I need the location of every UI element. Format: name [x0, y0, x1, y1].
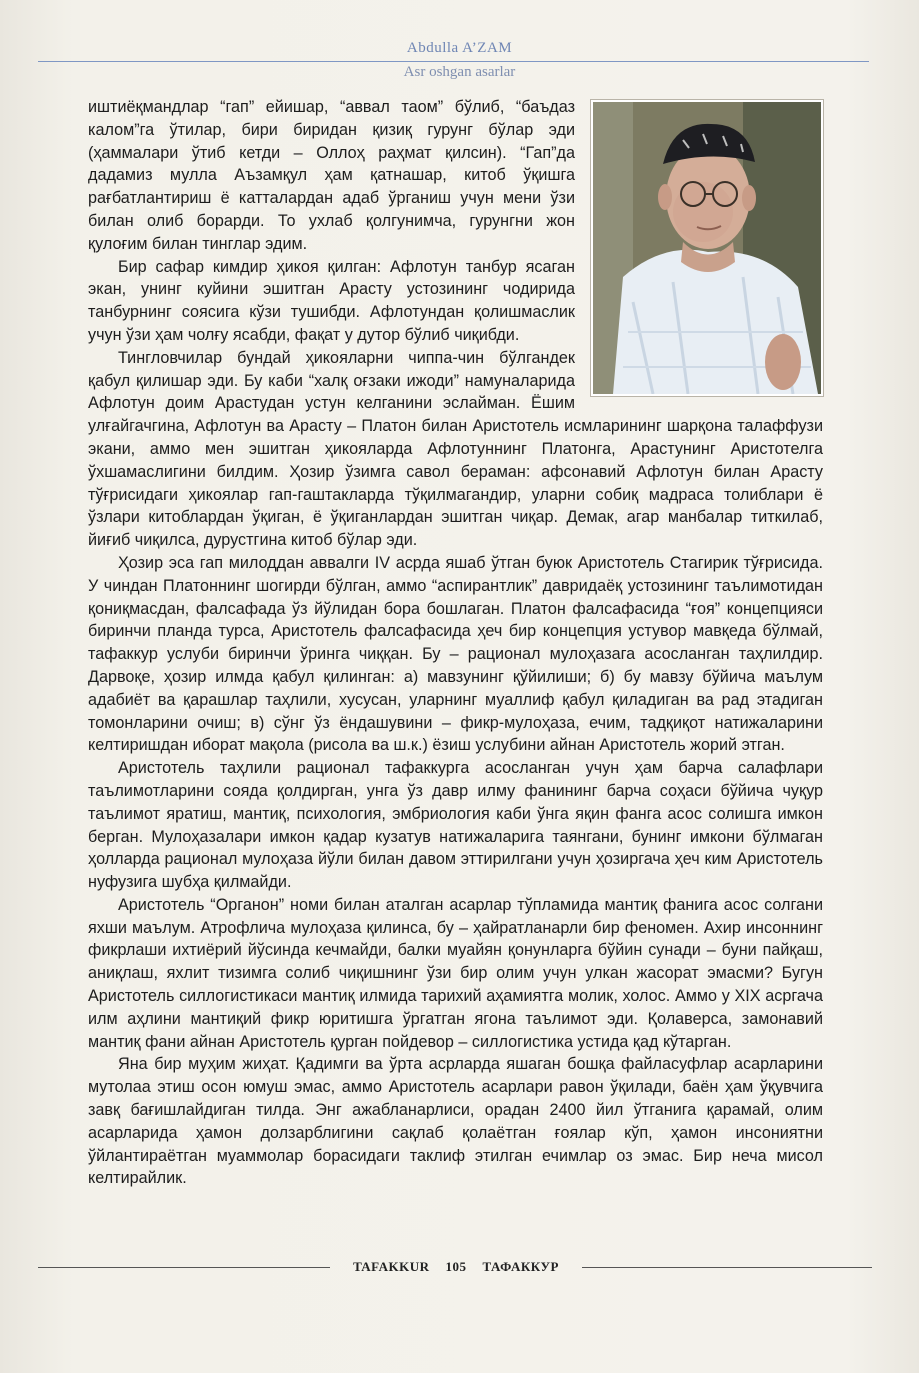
paragraph: Бир сафар кимдир ҳикоя қилган: Афлотун танбур ясаган экан, унинг куйини эшитган Арасту устозининг чодирида танбурнинг соясига кўзи тушибди. Афлотундан қолишмаслик учун ўзи ҳам чолғу ясабди, фақат у дутор бўлиб чиқибди.: [88, 257, 575, 344]
paragraph: Аристотель таҳлили рационал тафаккурга асосланган учун ҳам барча салафлари таълимотларини сояда қолдирган, унга ўз давр илму фанининг барча соҳаси бўйича чуқур таълимот яратиш, мантиқ, психология, эмбриология каби ўнга яқин фанга асос солишга имкон берган. Мулоҳазалари имкон қадар кузатув натижаларига таянгани, бунинг имкони бўлмаган ҳолларда рационал мулоҳаза йўли билан давом эттирилгани учун ҳозиргача ҳеч ким Аристотель нуфузига шубҳа қилмайди.: [88, 759, 823, 892]
footer-center: [330, 1257, 582, 1277]
footer-rule-left: [38, 1267, 330, 1268]
paragraph: Яна бир муҳим жиҳат. Қадимги ва ўрта асрларда яшаган бошқа файласуфлар асарларини мутолаа этиш осон юмуш эмас, аммо Аристотель асарлари равон ўқилади, баён ҳам ўқувчига завқ бағишлайдиган тилда. Энг ажабланарлиси, орадан 2400 йил ўтганига қарамай, олим асарларида ҳамон долзарблигини сақлаб қолаётган ғоялар кўп, ҳамон инсониятни ўйлантираётган муаммолар борасидаги таклиф этилган ечимлар оз эмас. Бир неча мисол келтирайлик.: [88, 1055, 823, 1188]
page-footer: [0, 1257, 919, 1277]
portrait-image: [593, 102, 821, 394]
author-photo: [591, 100, 823, 396]
footer-journal-cyrillic: ТАФАККУР: [482, 1259, 559, 1274]
page-number: 105: [445, 1259, 467, 1274]
footer-rule-right: [582, 1267, 872, 1268]
paragraph: иштиёқмандлар “гап” ейишар, “аввал таом” бўлиб, “баъдаз калом”га ўтилар, бири биридан қизиқ гурунг бўлар эди (ҳаммалари ўтиб кетди – Оллоҳ раҳмат қилсин). “Гап”да дадамиз мулла Аъзамқул ҳам қатнашар, китоб ўқишга рағбатлантириш ё катталардан адаб ўрганиш учун мени ўзи билан олиб борарди. То ухлаб қолгунимча, гурунгни жон қулоғим билан тинглар эдим.: [88, 98, 575, 253]
header-author: Abdulla A’ZAM: [406, 40, 513, 56]
paragraph: Аристотель “Органон” номи билан аталган асарлар тўпламида мантиқ фанига асос солгани яхши маълум. Атрофлича мулоҳаза қилинса, бу – ҳайратланарли бир феномен. Ахир инсоннинг фикрлаши ихтиёрий йўсинда кечмайди, балки муайян қонунларга бўйин сунади – буни пайқаш, аниқлаш, яхлит тизимга солиб чиқишнинг ўзи бир олим учун улкан жасорат эмасми? Бугун Аристотель силлогистикаси мантиқ илмида тарихий аҳамиятга молик, холос. Аммо у XIX асргача илм аҳлини мантиқий фикр юритишга ўргатган ягона таълимот эди. Қолаверса, замонавий мантиқ фани айнан Аристотель қурган пойдевор – силлогистика устида қад кўтарган.: [88, 895, 823, 1051]
footer-journal-latin: TAFAKKUR: [353, 1259, 430, 1274]
header-rule: [38, 61, 869, 62]
paragraph: Тингловчилар бундай ҳикояларни чиппа-чин бўлгандек қабул қилишар эди. Бу каби “халқ оғзаки ижоди” намуналарида Афлотун доим Арастудан устун келганини эслайман. Ёшим улғайгачгина, Афлотун ва Арасту – Платон билан Аристотель исмларининг шарқона талаффузи экани, аммо мен эшитган ҳикояларда Афлотуннинг Платонга, Арастунинг Аристотелга ўхшамаслигини билдим. Ҳозир ўзимга савол бераман: афсонавий Афлотун билан Арасту тўғрисидаги ҳикоялар гап-гаштакларда тўқилмагандир, уларни собиқ мадраса толиблари ё ўзлари китоблардан ўқиган, ё ўқиганлардан эшитган чиқар. Демак, агар манбалар титкилаб, йиғиб чиқилса, дурустгина китоб бўлар эди.: [88, 348, 823, 550]
running-header: [0, 38, 919, 81]
header-subtitle: Asr oshgan asarlar: [403, 64, 516, 80]
paragraph: Ҳозир эса гап милоддан аввалги IV асрда яшаб ўтган буюк Аристотель Стагирик тўғрисида. У чиндан Платоннинг шогирди бўлган, аммо “аспирантлик” давридаёқ устозининг таълимотидан қониқмасдан, фалсафада ўз йўлидан бора бошлаган. Платон фалсафасида “ғоя” концепцияси биринчи планда турса, Аристотель фалсафасида ҳеч бир концепция устувор мавқеда бўлмай, тафаккур услуби биринчи ўринга чиққан. Бу – рационал мулоҳазага асосланган таҳлилдир. Дарвоқе, ҳозир илмда қабул қилинган: а) мавзунинг қўйилиши; б) бу мавзу бўйича маълум адабиёт ва қарашлар таҳлили, хусусан, уларнинг муаллиф қабул қиладиган ва рад этадиган томонларини очиш; в) сўнг ўз ёндашувини – фикр-мулоҳаза, ечим, тадқиқот натижаларини келтиришдан иборат мақола (рисола ва ш.к.) ёзиш услубини айнан Аристотель жорий этган.: [88, 553, 823, 755]
article-body: [88, 96, 823, 1190]
